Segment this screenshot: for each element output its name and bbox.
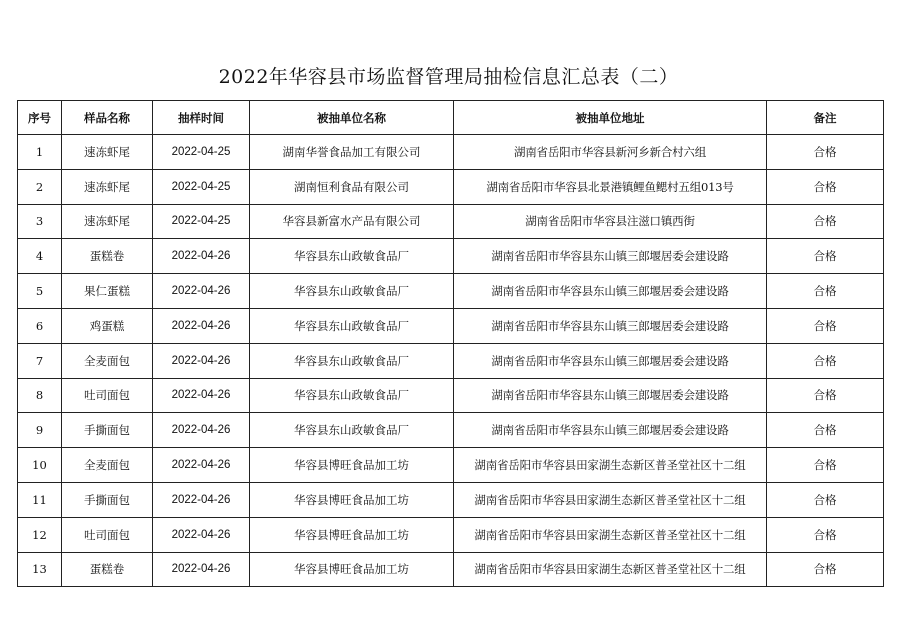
cell-remark: 合格 <box>767 135 884 170</box>
cell-unit-address: 湖南省岳阳市华容县东山镇三郎堰居委会建设路 <box>454 308 767 343</box>
cell-sample-name: 速冻虾尾 <box>62 204 153 239</box>
cell-remark: 合格 <box>767 239 884 274</box>
table-row <box>18 135 884 170</box>
table-row <box>18 552 884 587</box>
cell-remark: 合格 <box>767 413 884 448</box>
cell-unit-name: 华容县东山政敏食品厂 <box>250 308 454 343</box>
cell-unit-name: 湖南恒利食品有限公司 <box>250 169 454 204</box>
cell-sampling-date: 2022-04-26 <box>153 413 250 448</box>
header-unit-address: 被抽单位地址 <box>454 101 767 135</box>
cell-unit-name: 华容县东山政敏食品厂 <box>250 378 454 413</box>
cell-serial: 8 <box>18 378 62 413</box>
cell-serial: 7 <box>18 343 62 378</box>
cell-serial: 13 <box>18 552 62 587</box>
cell-sampling-date: 2022-04-26 <box>153 378 250 413</box>
table-row <box>18 169 884 204</box>
cell-serial: 2 <box>18 169 62 204</box>
cell-sampling-date: 2022-04-26 <box>153 448 250 483</box>
cell-serial: 3 <box>18 204 62 239</box>
cell-sample-name: 吐司面包 <box>62 378 153 413</box>
cell-sampling-date: 2022-04-26 <box>153 482 250 517</box>
cell-remark: 合格 <box>767 204 884 239</box>
cell-sampling-date: 2022-04-25 <box>153 204 250 239</box>
cell-sample-name: 手撕面包 <box>62 413 153 448</box>
table-body <box>18 135 884 587</box>
cell-unit-address: 湖南省岳阳市华容县东山镇三郎堰居委会建设路 <box>454 274 767 309</box>
header-sample-name: 样品名称 <box>62 101 153 135</box>
cell-unit-name: 华容县新富水产品有限公司 <box>250 204 454 239</box>
cell-sample-name: 蛋糕卷 <box>62 239 153 274</box>
cell-sample-name: 吐司面包 <box>62 517 153 552</box>
header-sampling-date: 抽样时间 <box>153 101 250 135</box>
cell-remark: 合格 <box>767 482 884 517</box>
cell-unit-name: 华容县博旺食品加工坊 <box>250 552 454 587</box>
table-row <box>18 378 884 413</box>
table-row <box>18 274 884 309</box>
cell-unit-name: 华容县东山政敏食品厂 <box>250 413 454 448</box>
cell-sample-name: 鸡蛋糕 <box>62 308 153 343</box>
cell-remark: 合格 <box>767 552 884 587</box>
cell-sample-name: 全麦面包 <box>62 448 153 483</box>
header-serial: 序号 <box>18 101 62 135</box>
cell-sample-name: 速冻虾尾 <box>62 135 153 170</box>
cell-sample-name: 果仁蛋糕 <box>62 274 153 309</box>
cell-unit-address: 湖南省岳阳市华容县东山镇三郎堰居委会建设路 <box>454 239 767 274</box>
cell-sampling-date: 2022-04-26 <box>153 239 250 274</box>
cell-serial: 12 <box>18 517 62 552</box>
table-row <box>18 413 884 448</box>
cell-unit-name: 华容县博旺食品加工坊 <box>250 448 454 483</box>
inspection-table <box>17 100 884 587</box>
table-row <box>18 482 884 517</box>
cell-sampling-date: 2022-04-26 <box>153 517 250 552</box>
cell-unit-address: 湖南省岳阳市华容县北景港镇鲤鱼鳃村五组013号 <box>454 169 767 204</box>
cell-unit-address: 湖南省岳阳市华容县东山镇三郎堰居委会建设路 <box>454 343 767 378</box>
cell-sampling-date: 2022-04-26 <box>153 552 250 587</box>
cell-unit-address: 湖南省岳阳市华容县田家湖生态新区普圣堂社区十二组 <box>454 552 767 587</box>
cell-sampling-date: 2022-04-25 <box>153 135 250 170</box>
cell-remark: 合格 <box>767 274 884 309</box>
cell-remark: 合格 <box>767 169 884 204</box>
document-title: 2022年华容县市场监督管理局抽检信息汇总表（二） <box>218 66 679 88</box>
cell-sampling-date: 2022-04-26 <box>153 274 250 309</box>
cell-unit-address: 湖南省岳阳市华容县东山镇三郎堰居委会建设路 <box>454 413 767 448</box>
table-row <box>18 308 884 343</box>
cell-unit-name: 华容县博旺食品加工坊 <box>250 517 454 552</box>
cell-sampling-date: 2022-04-26 <box>153 308 250 343</box>
cell-unit-name: 华容县东山政敏食品厂 <box>250 239 454 274</box>
cell-unit-address: 湖南省岳阳市华容县田家湖生态新区普圣堂社区十二组 <box>454 482 767 517</box>
cell-sampling-date: 2022-04-25 <box>153 169 250 204</box>
cell-unit-address: 湖南省岳阳市华容县注滋口镇西街 <box>454 204 767 239</box>
cell-unit-name: 湖南华誉食品加工有限公司 <box>250 135 454 170</box>
header-remark: 备注 <box>767 101 884 135</box>
cell-sample-name: 手撕面包 <box>62 482 153 517</box>
cell-sample-name: 速冻虾尾 <box>62 169 153 204</box>
cell-unit-name: 华容县博旺食品加工坊 <box>250 482 454 517</box>
cell-remark: 合格 <box>767 308 884 343</box>
cell-remark: 合格 <box>767 343 884 378</box>
cell-remark: 合格 <box>767 448 884 483</box>
cell-sample-name: 全麦面包 <box>62 343 153 378</box>
cell-unit-name: 华容县东山政敏食品厂 <box>250 343 454 378</box>
table-header-row <box>18 101 884 135</box>
cell-unit-address: 湖南省岳阳市华容县田家湖生态新区普圣堂社区十二组 <box>454 448 767 483</box>
table-row <box>18 239 884 274</box>
cell-remark: 合格 <box>767 378 884 413</box>
cell-serial: 11 <box>18 482 62 517</box>
cell-remark: 合格 <box>767 517 884 552</box>
cell-serial: 6 <box>18 308 62 343</box>
cell-unit-address: 湖南省岳阳市华容县新河乡新合村六组 <box>454 135 767 170</box>
cell-serial: 10 <box>18 448 62 483</box>
cell-sample-name: 蛋糕卷 <box>62 552 153 587</box>
cell-unit-address: 湖南省岳阳市华容县田家湖生态新区普圣堂社区十二组 <box>454 517 767 552</box>
cell-unit-name: 华容县东山政敏食品厂 <box>250 274 454 309</box>
table-row <box>18 517 884 552</box>
cell-unit-address: 湖南省岳阳市华容县东山镇三郎堰居委会建设路 <box>454 378 767 413</box>
cell-serial: 5 <box>18 274 62 309</box>
table-row <box>18 448 884 483</box>
header-unit-name: 被抽单位名称 <box>250 101 454 135</box>
table-row <box>18 343 884 378</box>
cell-serial: 1 <box>18 135 62 170</box>
cell-serial: 9 <box>18 413 62 448</box>
table-row <box>18 204 884 239</box>
cell-sampling-date: 2022-04-26 <box>153 343 250 378</box>
cell-serial: 4 <box>18 239 62 274</box>
